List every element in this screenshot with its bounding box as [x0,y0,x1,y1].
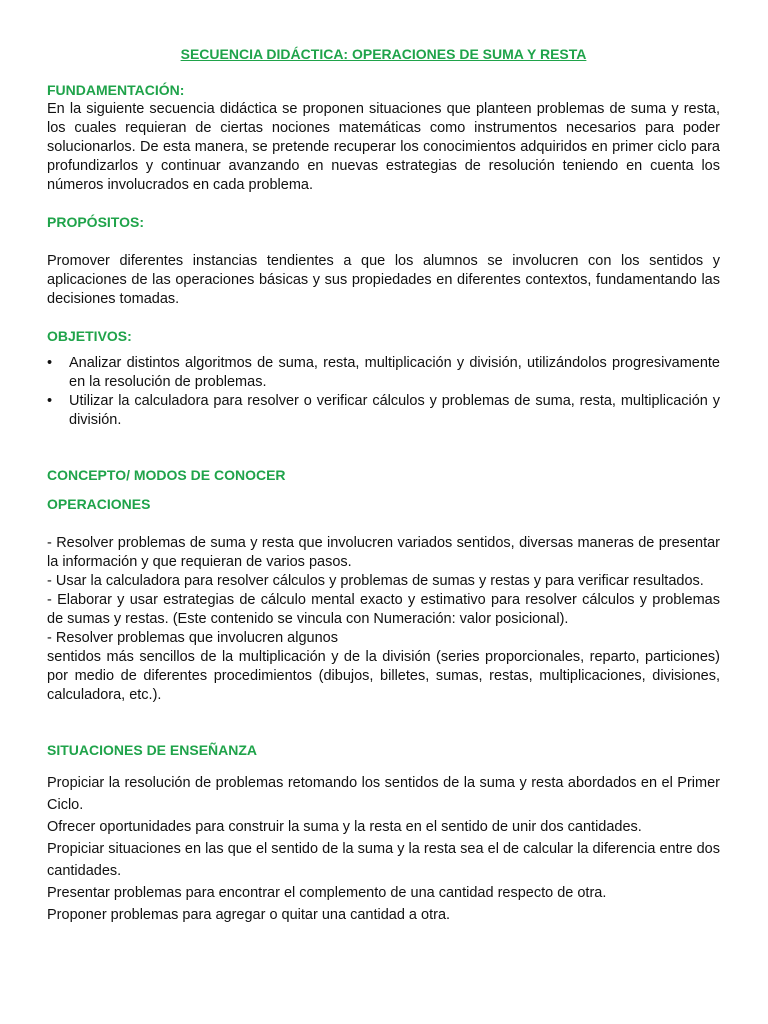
fundamentacion-text: En la siguiente secuencia didáctica se proponen situaciones que planteen problemas de suma y resta, los cuales requieran de ciertas nociones matemáticas como instrumentos necesarios para poder solucionarlos. De esta manera, se pretende recuperar los conocimientos adquiridos en primer ciclo para profundizarlos y continuar avanzando en nuevas estrategias de resolución teniendo en cuenta los números involucrados en cada problema. [47,101,720,193]
list-item [47,354,720,392]
concepto-line: sentidos más sencillos de la multiplicación y de la división (series proporcionales, reparto, particiones) por medio de diferentes procedimientos (dibujos, billetes, sumas, restas, multiplicaciones, divisiones, calculadora, etc.). [47,649,720,703]
situacion-line: Presentar problemas para encontrar el complemento de una cantidad respecto de otra. [47,885,607,901]
concepto-line: - Usar la calculadora para resolver cálculos y problemas de sumas y restas y para verificar resultados. [47,573,704,589]
concepto-line: - Resolver problemas que involucren algunos [47,630,338,646]
objetivos-heading: OBJETIVOS: [47,328,132,344]
propositos-text: Promover diferentes instancias tendientes a que los alumnos se involucren con los sentidos y aplicaciones de las operaciones básicas y sus propiedades en diferentes contextos, fundamentando las decisiones tomadas. [47,253,720,307]
situacion-line: Proponer problemas para agregar o quitar una cantidad a otra. [47,907,451,923]
document-page [47,44,720,926]
objetivo-text: Utilizar la calculadora para resolver o verificar cálculos y problemas de suma, resta, multiplicación y división. [69,393,720,428]
situaciones-heading: SITUACIONES DE ENSEÑANZA [47,742,258,758]
objetivo-text: Analizar distintos algoritmos de suma, resta, multiplicación y división, utilizándolos progresivamente en la resolución de problemas. [69,355,720,390]
concepto-line: - Resolver problemas de suma y resta que involucren variados sentidos, diversas maneras de presentar la información y que requieran de varios pasos. [47,535,720,570]
document-title: SECUENCIA DIDÁCTICA: OPERACIONES DE SUMA Y RESTA [180,46,587,62]
situacion-line: Propiciar la resolución de problemas retomando los sentidos de la suma y resta abordados en el Primer Ciclo. [47,775,720,813]
propositos-heading: PROPÓSITOS: [47,214,144,230]
objetivos-list [47,354,720,430]
situacion-line: Propiciar situaciones en las que el sentido de la suma y la resta sea el de calcular la diferencia entre dos cantidades. [47,841,720,879]
operaciones-subheading: OPERACIONES [47,496,151,512]
bullet-icon: • [47,355,53,371]
concepto-lines [47,534,720,705]
concepto-line: - Elaborar y usar estrategias de cálculo mental exacto y estimativo para resolver cálculos y problemas de sumas y restas. (Este contenido se vincula con Numeración: valor posicional). [47,592,720,627]
bullet-icon: • [47,393,53,409]
fundamentacion-heading: FUNDAMENTACIÓN: [47,82,185,98]
situacion-line: Ofrecer oportunidades para construir la suma y la resta en el sentido de unir dos cantidades. [47,819,642,835]
situaciones-lines [47,772,720,926]
list-item [47,392,720,430]
concepto-heading: CONCEPTO/ MODOS DE CONOCER [47,467,286,483]
